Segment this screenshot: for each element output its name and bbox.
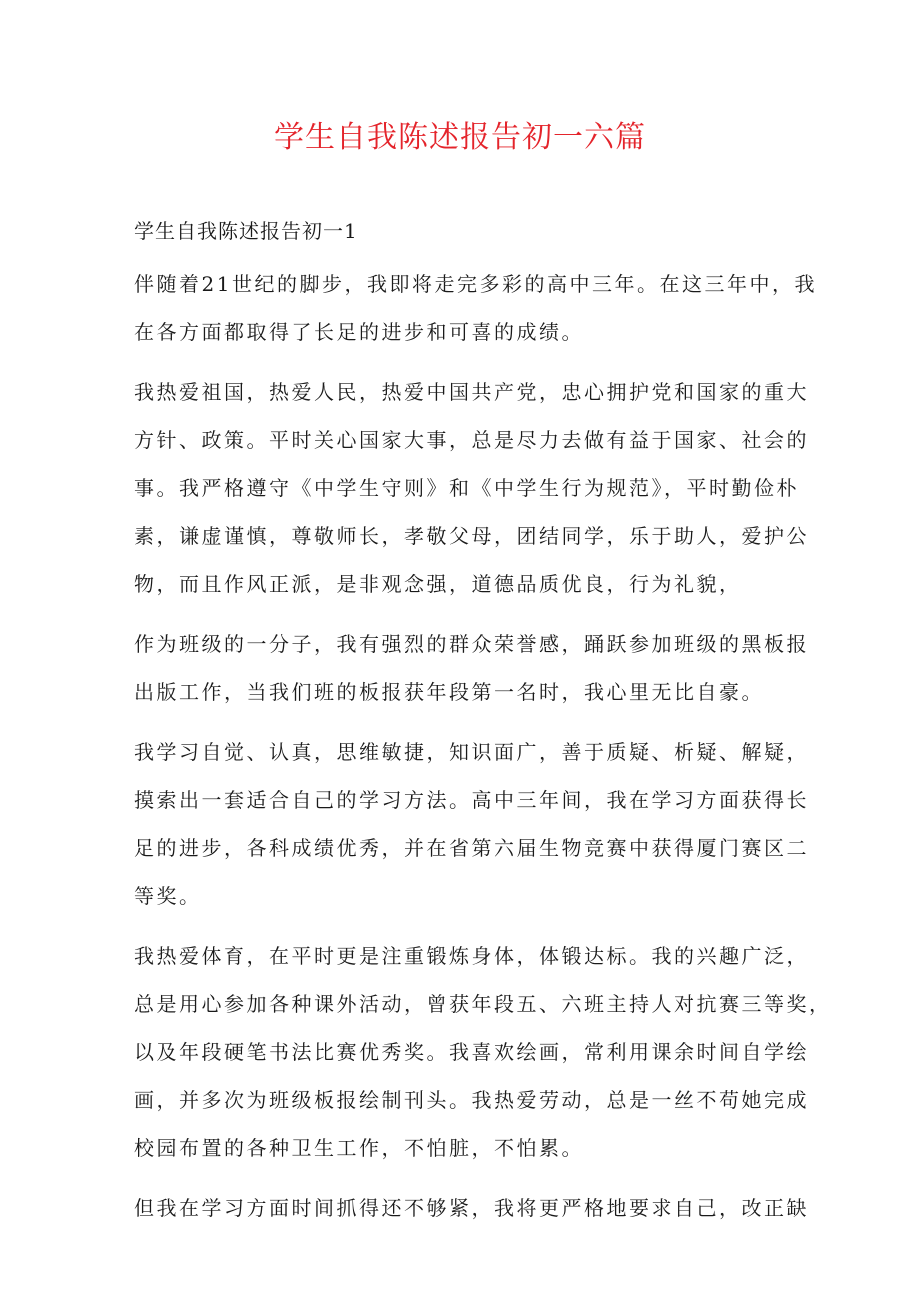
text-line: 校园布置的各种卫生工作，不怕脏，不怕累。 (134, 1136, 584, 1160)
text-line: 我热爱祖国，热爱人民，热爱中国共产党，忠心拥护党和国家的重大 (134, 380, 809, 404)
text-line: 但我在学习方面时间抓得还不够紧，我将更严格地要求自己，改正缺 (134, 1196, 809, 1220)
document-body (134, 214, 832, 1244)
text-line: 摸索出一套适合自己的学习方法。高中三年间，我在学习方面获得长 (134, 788, 809, 812)
text-line: 方针、政策。平时关心国家大事，总是尽力去做有益于国家、社会的 (134, 428, 809, 452)
text-line: 我热爱体育，在平时更是注重锻炼身体，体锻达标。我的兴趣广泛， (134, 944, 809, 968)
text-line: 事。我严格遵守《中学生守则》和《中学生行为规范》，平时勤俭朴 (134, 476, 799, 500)
paragraph-4 (134, 728, 809, 920)
paragraph-5 (134, 932, 832, 1172)
text-line: 画，并多次为班级板报绘制刊头。我热爱劳动，总是一丝不苟她完成 (134, 1088, 809, 1112)
text-line: 足的进步，各科成绩优秀，并在省第六届生物竞赛中获得厦门赛区二 (134, 836, 809, 860)
paragraph-2 (134, 368, 809, 608)
text-line: 以及年段硬笔书法比赛优秀奖。我喜欢绘画，常利用课余时间自学绘 (134, 1040, 809, 1064)
text-line: 作为班级的一分子，我有强烈的群众荣誉感，踊跃参加班级的黑板报 (134, 632, 809, 656)
paragraph-6 (134, 1184, 809, 1232)
text-line: 物，而且作风正派，是非观念强，道德品质优良，行为礼貌， (134, 572, 742, 596)
text-line: 伴随着21世纪的脚步，我即将走完多彩的高中三年。在这三年中，我 (134, 272, 817, 296)
text-line: 出版工作，当我们班的板报获年段第一名时，我心里无比自豪。 (134, 680, 764, 704)
paragraph-3 (134, 620, 809, 716)
text-line: 总是用心参加各种课外活动，曾获年段五、六班主持人对抗赛三等奖， (134, 992, 832, 1016)
text-line: 素，谦虚谨慎，尊敬师长，孝敬父母，团结同学，乐于助人，爱护公 (134, 524, 809, 548)
document-title: 学生自我陈述报告初一六篇 (274, 120, 646, 155)
text-line: 在各方面都取得了长足的进步和可喜的成绩。 (134, 320, 584, 344)
section-heading: 学生自我陈述报告初一1 (134, 219, 358, 243)
paragraph-1 (134, 260, 817, 356)
text-line: 我学习自觉、认真，思维敏捷，知识面广，善于质疑、析疑、解疑， (134, 740, 809, 764)
text-line: 等奖。 (134, 884, 202, 908)
